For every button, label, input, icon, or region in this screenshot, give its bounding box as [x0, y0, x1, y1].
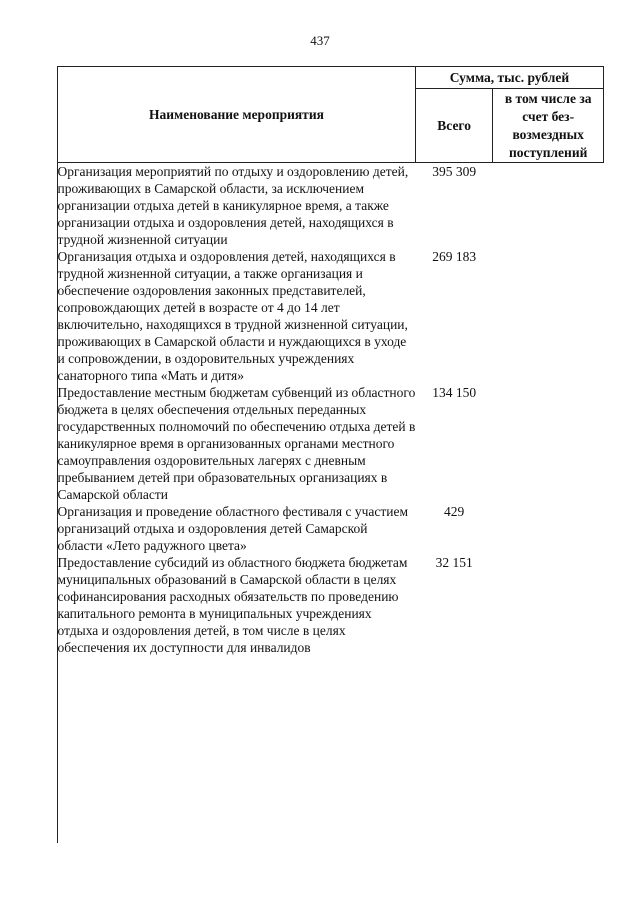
header-total: Всего	[415, 89, 492, 163]
header-grants: в том числе за счет без-возмездных поступлений	[493, 89, 604, 163]
table-row	[58, 163, 604, 249]
measure-grants	[493, 248, 604, 384]
table-row	[58, 554, 604, 656]
measure-name: Организация и проведение областного фестиваля с участием организаций отдыха и оздоровления детей Самарской области «Лето радужного цвета»	[57, 504, 409, 553]
header-name: Наименование мероприятия	[58, 67, 416, 163]
table-row	[58, 384, 604, 503]
measures-table	[57, 66, 604, 656]
measure-total: 269 183	[432, 249, 477, 264]
measure-name: Предоставление местным бюджетам субвенций из областного бюджета в целях обеспечения отдельных переданных государственных полномочий по обеспечению отдыха детей в каникулярное время в организованных органами местного самоуправления оздоровительных лагерях с дневным пребыванием детей при образовательных организациях в Самарской области	[57, 385, 416, 502]
measure-name: Организация мероприятий по отдыху и оздоровлению детей, проживающих в Самарской области, за исключением организации отдыха детей в каникулярное время, а также организации отдыха и оздоровления детей, находящихся в трудной жизненной ситуации	[57, 164, 409, 247]
measure-total: 395 309	[432, 164, 477, 179]
measure-name: Организация отдыха и оздоровления детей, находящихся в трудной жизненной ситуации, а также организация и обеспечение оздоровления законных представителей, сопровождающих детей в возрасте от 4 до 14 лет включительно, находящихся в трудной жизненной ситуации, проживающих в Самарской области и нуждающихся в уходе и сопровождении, в оздоровительных учреждениях санаторного типа «Мать и дитя»	[57, 249, 408, 383]
measure-total: 134 150	[432, 385, 477, 400]
measure-total: 429	[444, 504, 465, 519]
measure-grants	[493, 503, 604, 554]
table-row	[58, 503, 604, 554]
measure-grants	[493, 554, 604, 656]
table-row	[58, 248, 604, 384]
header-sum: Сумма, тыс. рублей	[415, 67, 603, 89]
measure-grants	[493, 384, 604, 503]
page-number: 437	[310, 33, 330, 48]
measure-grants	[493, 163, 604, 249]
measure-total: 32 151	[435, 555, 473, 570]
measure-name: Предоставление субсидий из областного бюджета бюджетам муниципальных образований в Самарской области в целях софинансирования расходных обязательств по проведению капитального ремонта в муниципальных учреждениях отдыха и оздоровления детей, в том числе в целях обеспечения их доступности для инвалидов	[57, 555, 408, 655]
